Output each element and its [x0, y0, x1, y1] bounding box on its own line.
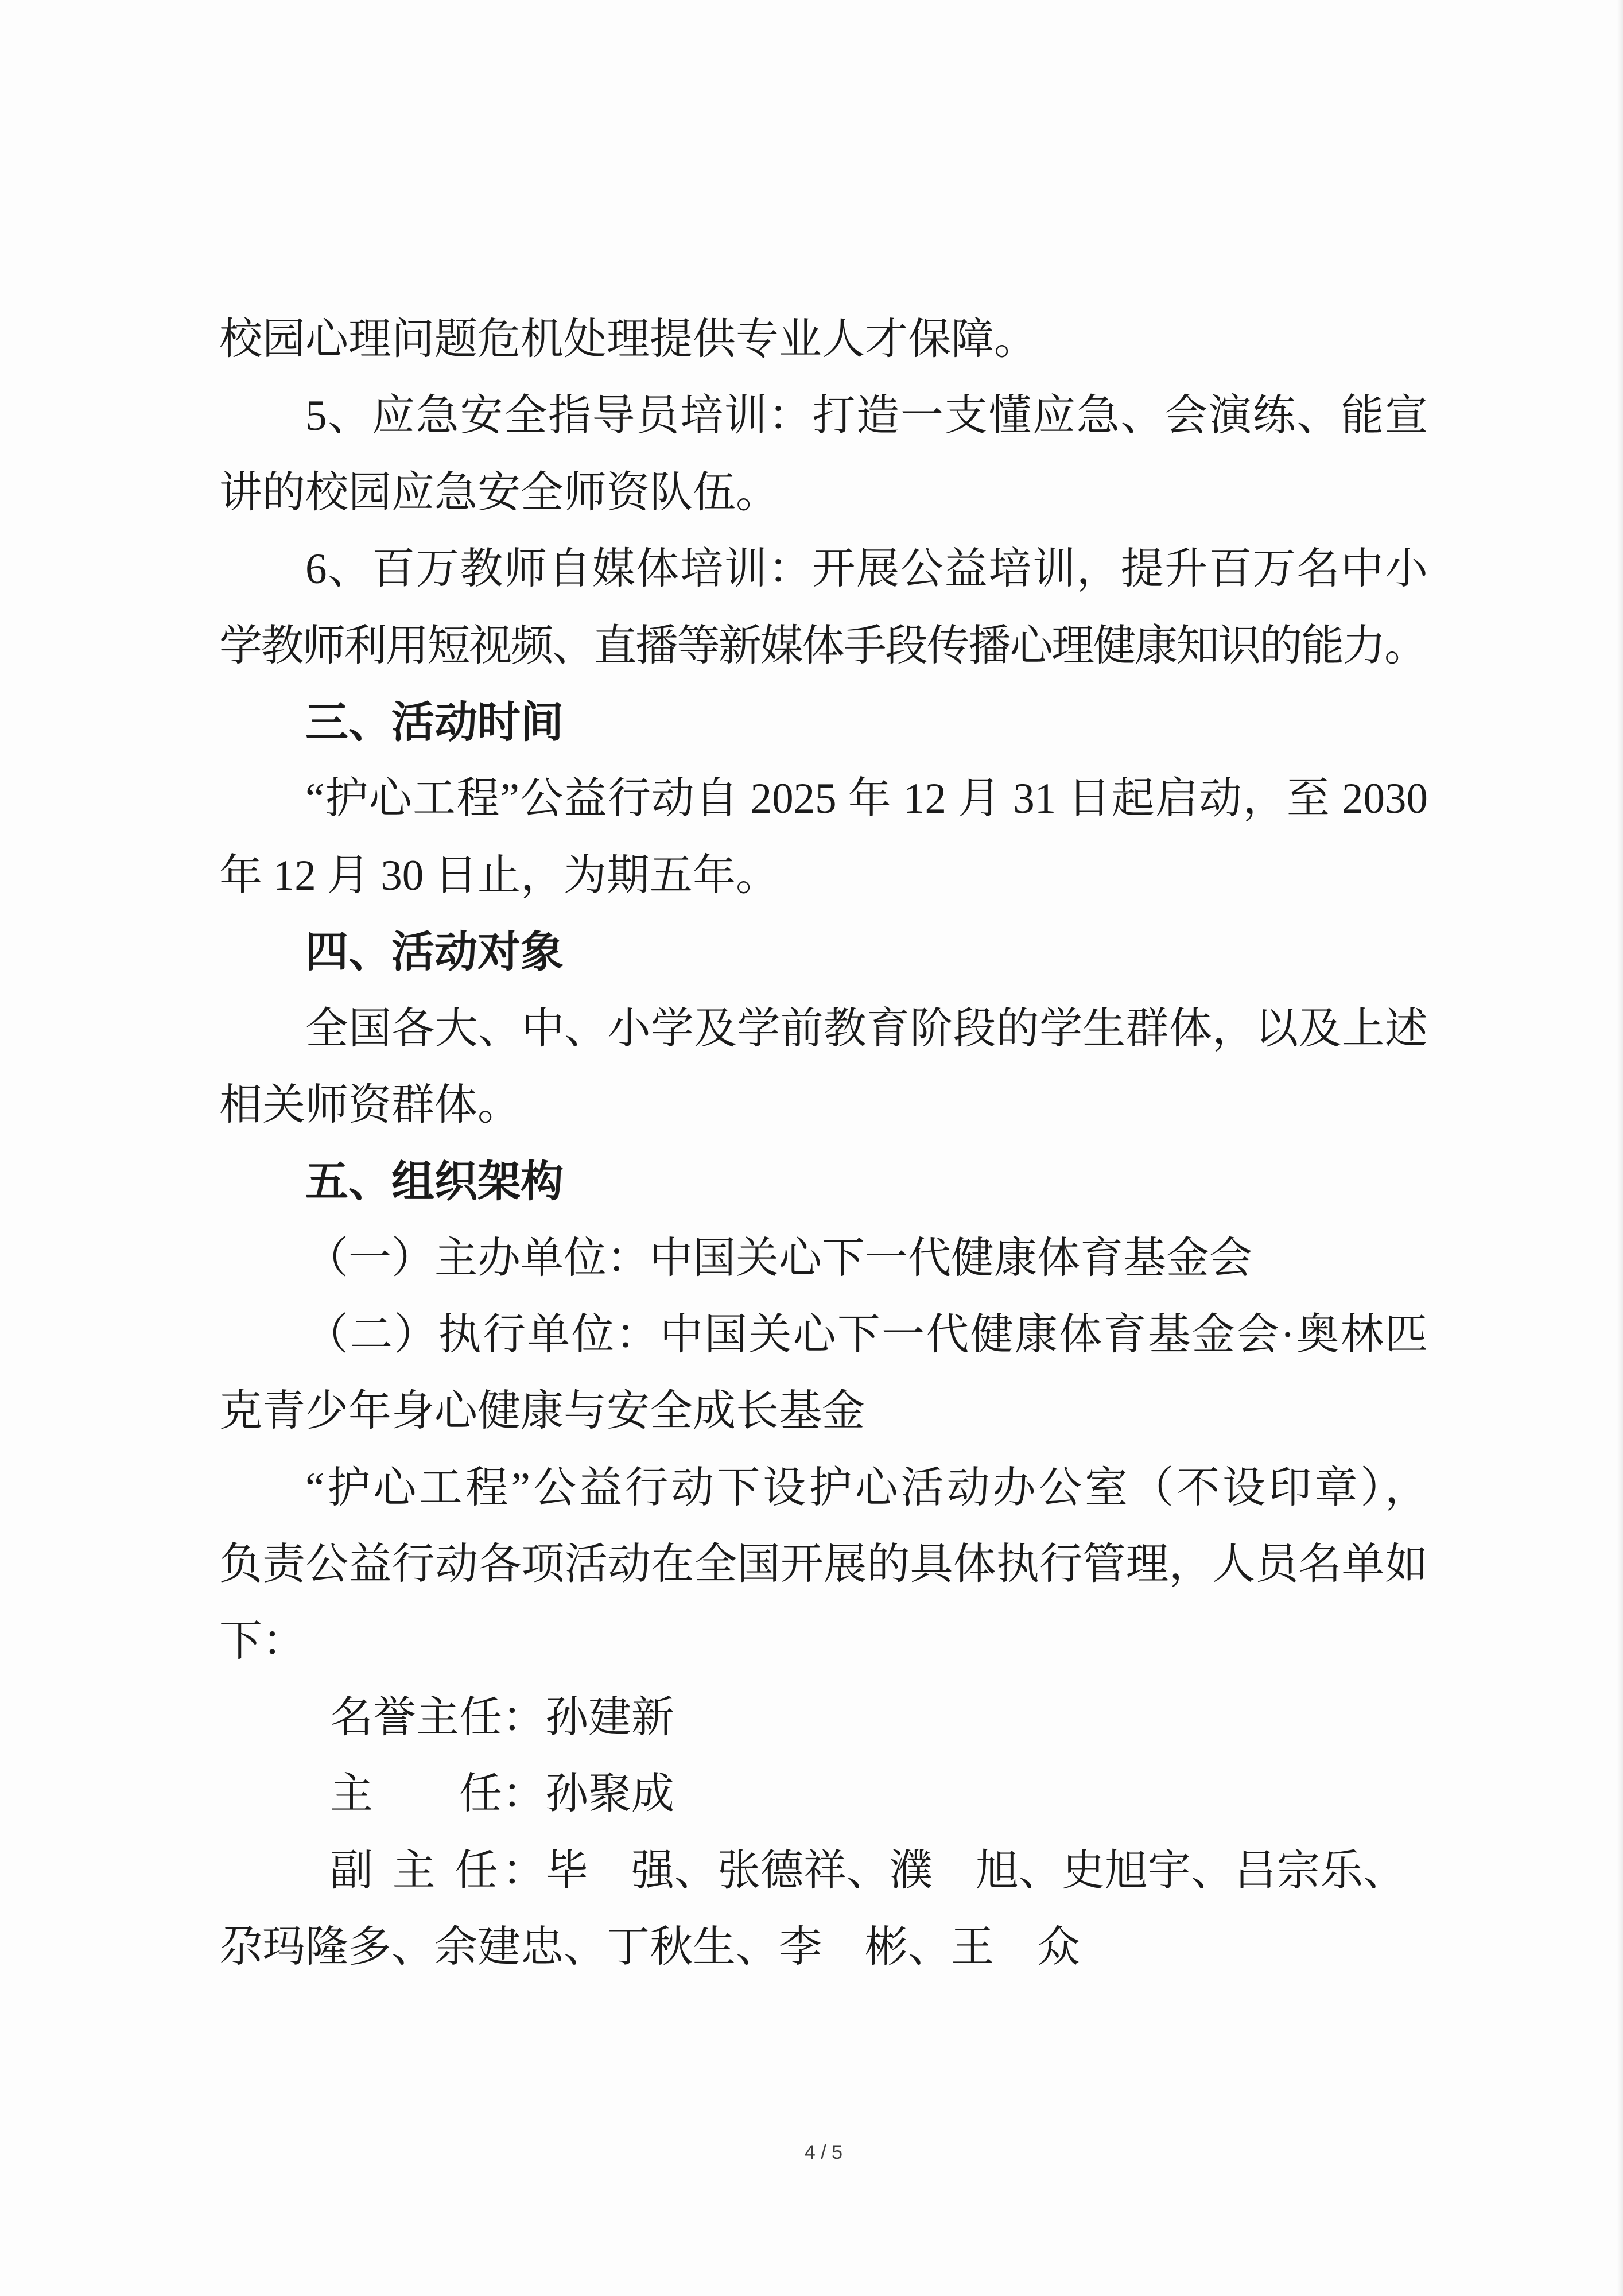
- paragraph-line-office-note-2: 负责公益行动各项活动在全国开展的具体执行管理，人员名单如: [219, 1541, 1428, 1589]
- paragraph-line-activity-time-2: 年 12 月 30 日止，为期五年。: [219, 851, 779, 899]
- staff-row-deputy-directors: [219, 1833, 1428, 1909]
- paragraph-line-self-media-training-2: 学教师利用短视频、直播等新媒体手段传播心理健康知识的能力。: [219, 622, 1426, 670]
- paragraph-line-executor-unit-1: （二）执行单位：中国关心下一代健康体育基金会·奥林匹: [305, 1311, 1428, 1359]
- staff-label-deputy-directors: 副 主 任：: [330, 1847, 545, 1895]
- staff-names-deputy-directors: 毕 强、张德祥、濮 旭、史旭宇、吕宗乐、: [545, 1847, 1407, 1895]
- staff-label-honorary-director: 名誉主任：: [330, 1694, 546, 1742]
- paragraph-line-host-unit: （一）主办单位：中国关心下一代健康体育基金会: [305, 1234, 1253, 1282]
- paragraph-line-counselor-training-end: 校园心理问题危机处理提供专业人才保障。: [219, 316, 1038, 363]
- paragraph-line-target-audience-2: 相关师资群体。: [219, 1081, 521, 1129]
- paragraph-line-activity-time-1: “护心工程”公益行动自 2025 年 12 月 31 日起启动，至 2030: [305, 775, 1428, 823]
- section-heading-organization: 五、组织架构: [305, 1156, 564, 1207]
- paragraph-line-executor-unit-2: 克青少年身心健康与安全成长基金: [219, 1387, 865, 1436]
- document-body: [219, 301, 1428, 1986]
- staff-label-director: 主 任：: [330, 1770, 546, 1818]
- paragraph-line-target-audience-1: 全国各大、中、小学及学前教育阶段的学生群体，以及上述: [305, 1004, 1428, 1053]
- staff-row-deputy-directors-continued: 尕玛隆多、余建忠、丁秋生、李 彬、王 众: [219, 1923, 1081, 1972]
- paragraph-line-self-media-training-1: 6、百万教师自媒体培训：开展公益培训，提升百万名中小: [305, 545, 1428, 594]
- paragraph-line-emergency-training-2: 讲的校园应急安全师资队伍。: [219, 468, 779, 517]
- page-number: 4 / 5: [804, 2142, 843, 2163]
- paragraph-line-office-note-1: “护心工程”公益行动下设护心活动办公室（不设印章），: [305, 1464, 1428, 1512]
- staff-names-director: 孙聚成: [545, 1770, 675, 1818]
- staff-row-honorary-director: [219, 1680, 1428, 1756]
- section-heading-activity-time: 三、活动时间: [305, 696, 564, 747]
- scan-page-edge: [1617, 0, 1623, 2296]
- section-heading-target-audience: 四、活动对象: [305, 926, 564, 978]
- staff-names-honorary-director: 孙建新: [545, 1694, 675, 1742]
- paragraph-line-emergency-training-1: 5、应急安全指导员培训：打造一支懂应急、会演练、能宣: [305, 392, 1428, 440]
- paragraph-line-office-note-3: 下：: [219, 1617, 306, 1665]
- staff-row-director: [219, 1756, 1428, 1832]
